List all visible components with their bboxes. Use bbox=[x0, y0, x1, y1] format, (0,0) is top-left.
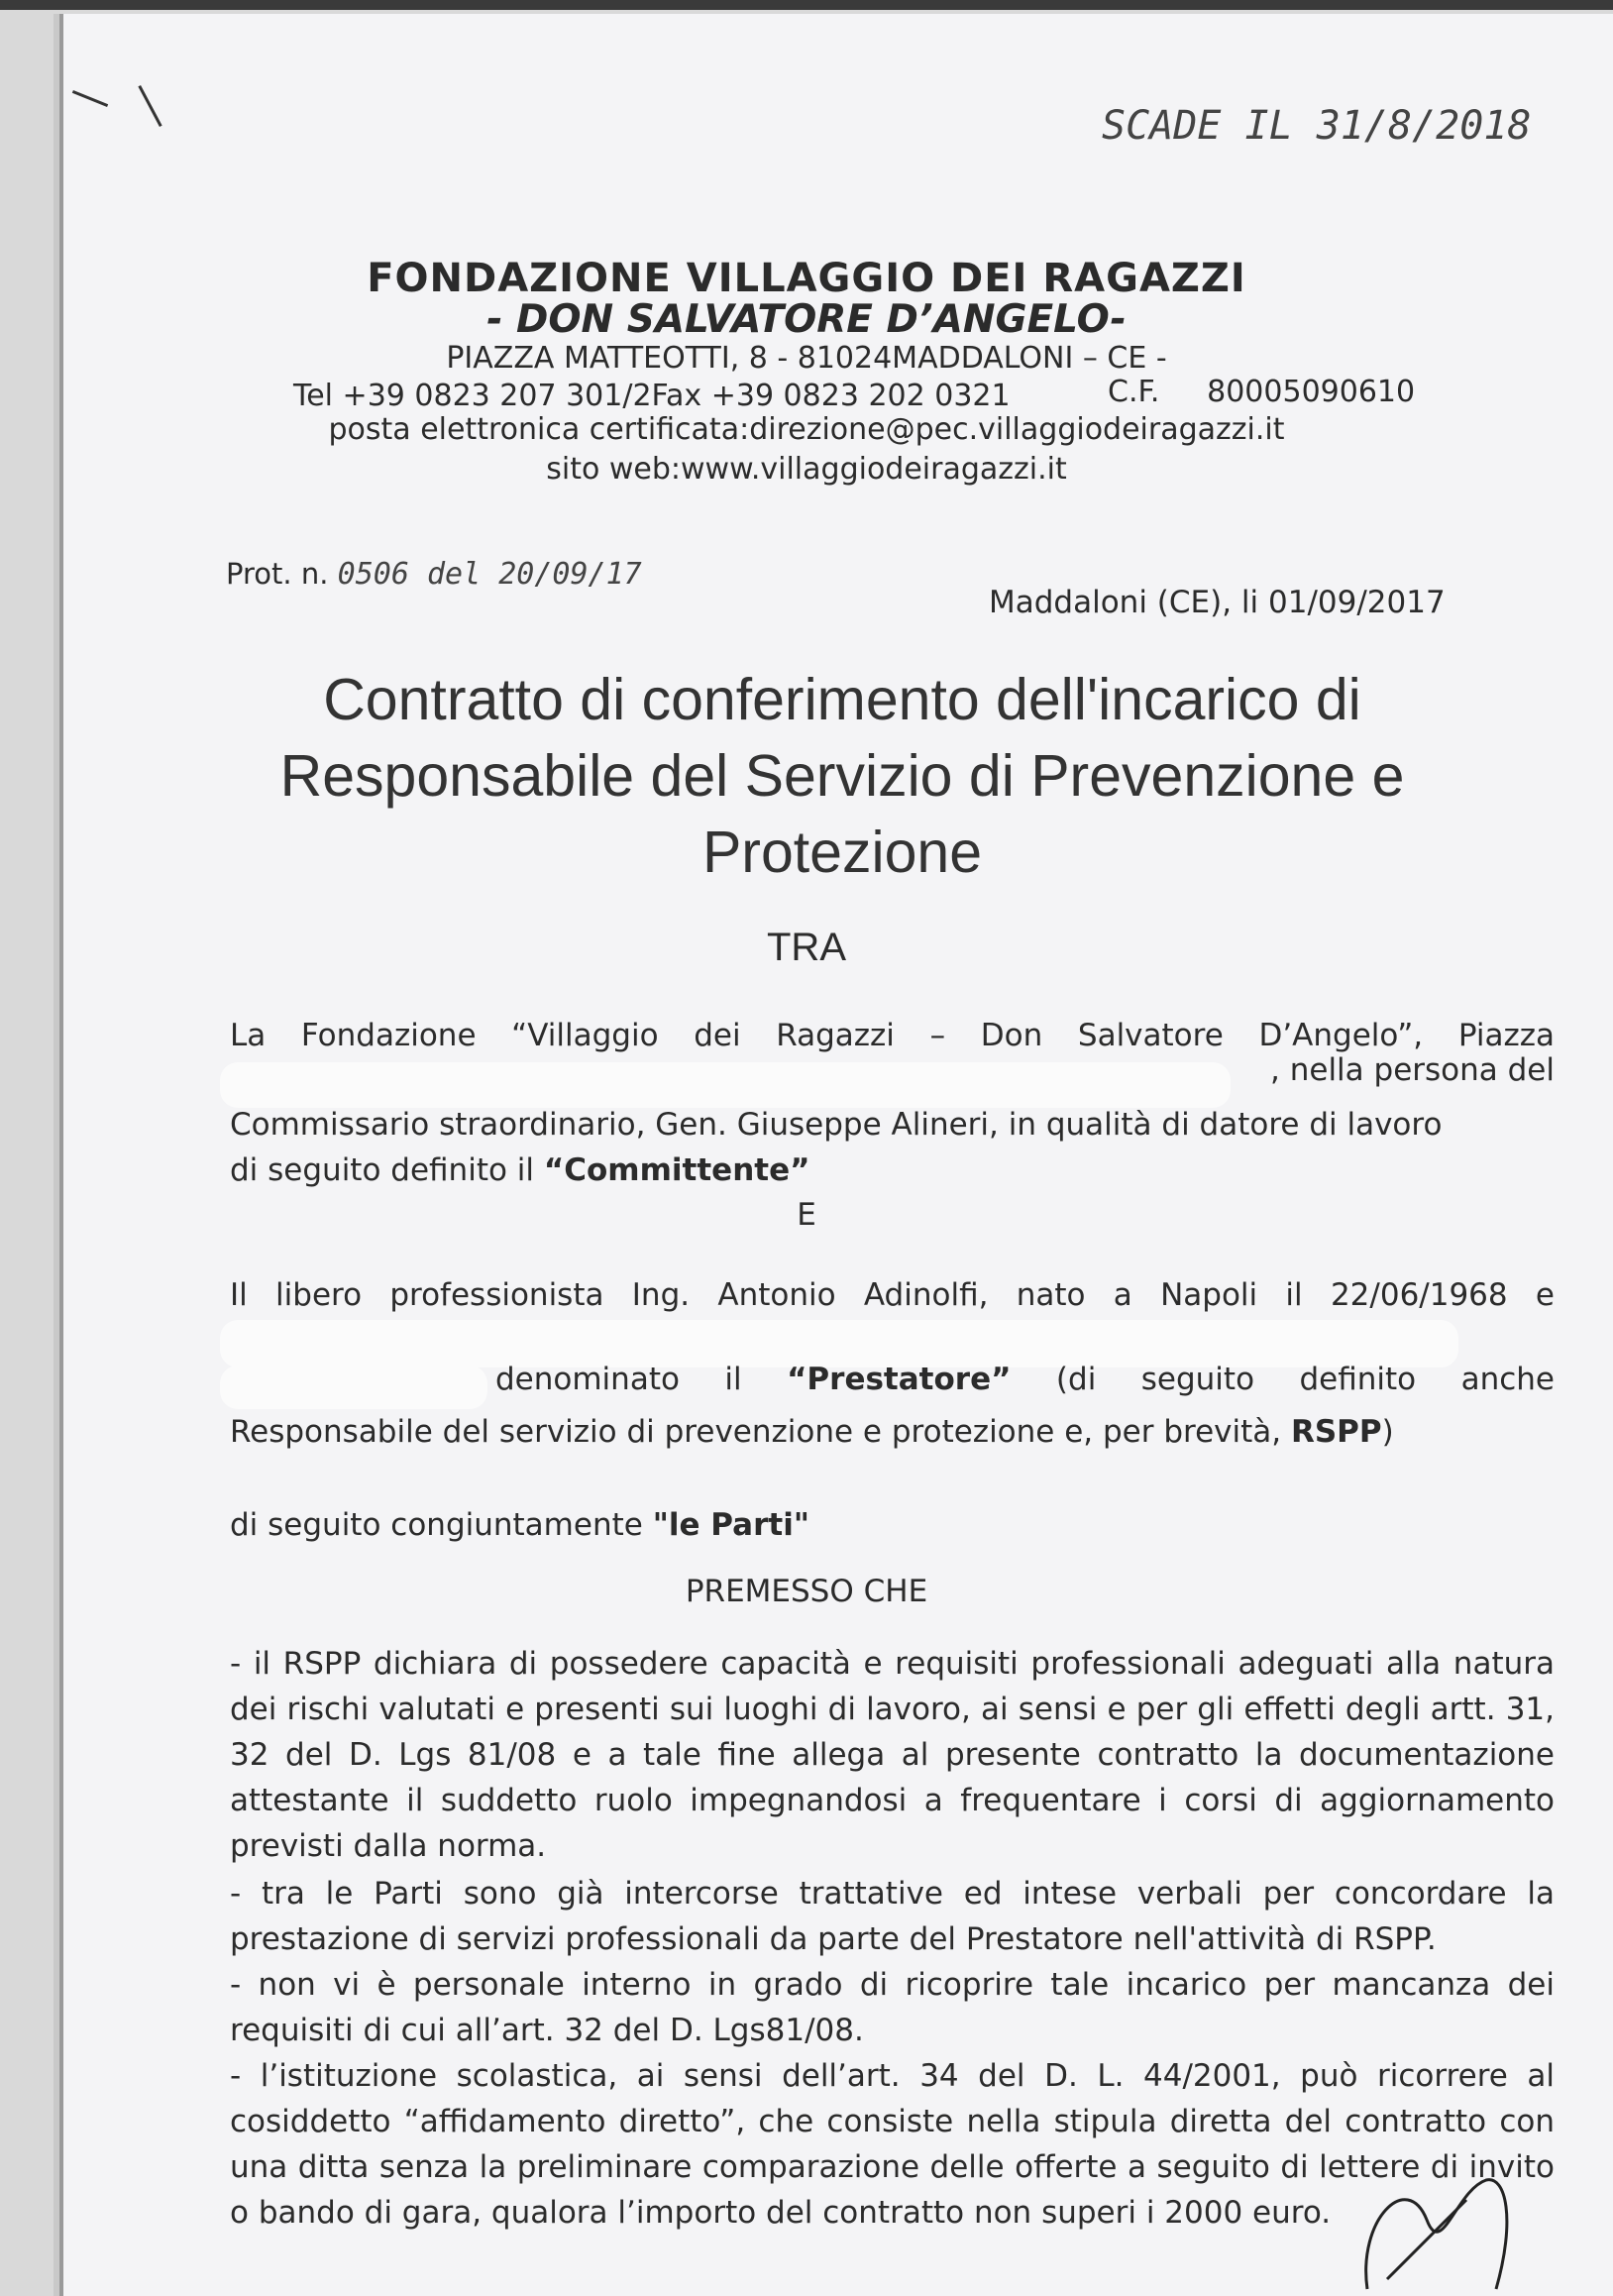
e-separator: E bbox=[797, 1197, 816, 1233]
handwritten-signature bbox=[1347, 2160, 1546, 2296]
prestatore-term: “Prestatore” bbox=[787, 1362, 1012, 1397]
clause-4: - l’istituzione scolastica, ai sensi dell’art. 34 del D. L. 44/2001, può ricorrere al cosiddetto “affidamento diretto”, che consiste nella stipula diretta del contratto con una ditta senza la preliminare comparazione delle offerte a seguito di lettere di invito o bando di gara, qualora l’importo del contratto non superi i 2000 euro. bbox=[230, 2058, 1555, 2231]
party2-line4-c: ) bbox=[1381, 1414, 1394, 1450]
clause-1: - il RSPP dichiara di possedere capacità e requisiti professionali adeguati alla natura dei rischi valutati e presenti sui luoghi di lavoro, ai sensi e per gli effetti degli artt. 31, 32 del D. Lgs 81/08 e a tale fine allega al presente contratto la documentazione attestante il suddetto ruolo impegnandosi a frequentare i corsi di aggiornamento previsti dalla norma. bbox=[230, 1646, 1555, 1864]
clause-2: - tra le Parti sono già intercorse trattative ed intese verbali per concordare la prestazione di servizi professionali da parte del Prestatore nell'attività di RSPP. bbox=[230, 1876, 1555, 1957]
parties-text: di seguito congiuntamente bbox=[230, 1507, 653, 1543]
contract-title: Contratto di conferimento dell'incarico di Responsabile del Servizio di Prevenzione e Protezione bbox=[279, 667, 1405, 885]
party1-line1: La Fondazione “Villaggio dei Ragazzi – Don Salvatore D’Angelo”, Piazza bbox=[230, 1018, 1555, 1053]
org-address: PIAZZA MATTEOTTI, 8 - 81024MADDALONI – CE - bbox=[446, 341, 1167, 376]
protocol-handwritten: 0506 del 20/09/17 bbox=[337, 557, 642, 592]
org-cf: C.F. 80005090610 bbox=[1108, 375, 1416, 409]
party2-line1: Il libero professionista Ing. Antonio Adinolfi, nato a Napoli il 22/06/1968 e bbox=[230, 1277, 1555, 1313]
party2-line3-c: (di seguito definito anche bbox=[1011, 1362, 1555, 1397]
rspp-term: RSPP bbox=[1290, 1414, 1382, 1450]
org-website: sito web:www.villaggiodeiragazzi.it bbox=[546, 452, 1067, 487]
party1-line4-text: di seguito definito il bbox=[230, 1152, 544, 1188]
premesso-heading: PREMESSO CHE bbox=[685, 1574, 928, 1609]
org-name: FONDAZIONE VILLAGGIO DEI RAGAZZI bbox=[367, 256, 1246, 301]
party1-line2: , nella persona del bbox=[1270, 1052, 1555, 1088]
party2-line3 bbox=[495, 1362, 1555, 1397]
org-subname: - DON SALVATORE D’ANGELO- bbox=[486, 297, 1127, 342]
tra-heading: TRA bbox=[767, 926, 846, 969]
redaction bbox=[220, 1320, 1458, 1367]
party2-line3-a: denominato il bbox=[495, 1362, 788, 1397]
parties-term: "le Parti" bbox=[652, 1507, 809, 1543]
party1-line4 bbox=[230, 1148, 1555, 1193]
parties-line bbox=[230, 1502, 1555, 1548]
clause-3: - non vi è personale interno in grado di ricoprire tale incarico per mancanza dei requisiti di cui all’art. 32 del D. Lgs81/08. bbox=[230, 1967, 1555, 2048]
committente-term: “Committente” bbox=[543, 1152, 810, 1188]
party1-line3: Commissario straordinario, Gen. Giuseppe Alineri, in qualità di datore di lavoro bbox=[230, 1107, 1443, 1143]
party2-line4 bbox=[230, 1409, 1555, 1455]
redaction bbox=[220, 1366, 487, 1409]
handwritten-expiry-note: SCADE IL 31/8/2018 bbox=[1102, 103, 1532, 149]
party2-line4-a: Responsabile del servizio di prevenzione e protezione e, per brevità, bbox=[230, 1414, 1291, 1450]
scan-top-edge bbox=[0, 0, 1613, 10]
place-date: Maddaloni (CE), li 01/09/2017 bbox=[989, 585, 1446, 620]
org-pec: posta elettronica certificata:direzione@pec.villaggiodeiragazzi.it bbox=[328, 412, 1285, 447]
protocol-label: Prot. n. bbox=[226, 557, 329, 591]
protocol-line bbox=[226, 557, 642, 592]
org-phone: Tel +39 0823 207 301/2Fax +39 0823 202 0321 bbox=[293, 379, 1011, 413]
